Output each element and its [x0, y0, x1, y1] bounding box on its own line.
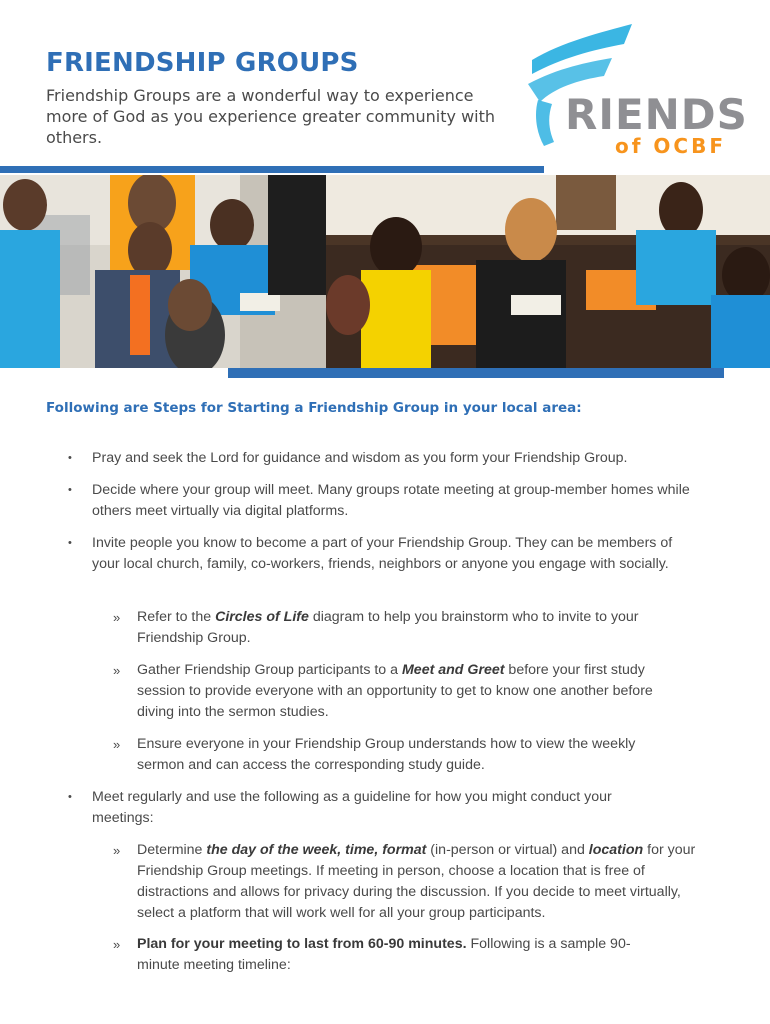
sub-text: Refer to the	[137, 609, 216, 625]
bottom-accent-bar	[228, 368, 724, 378]
sub-item-circles	[113, 607, 682, 649]
list-item	[68, 787, 672, 829]
sub-text: (in-person or virtual) and	[426, 842, 589, 858]
chevron-marker: »	[113, 663, 121, 678]
logo-flame-stem	[536, 100, 554, 146]
page-title: FRIENDSHIP GROUPS	[46, 48, 359, 78]
logo-subtitle: of OCBF	[615, 134, 726, 158]
bullet-marker: •	[68, 537, 72, 549]
sub-item-ensure	[113, 734, 682, 776]
sub-text: Following is a sample 90-minute meeting timeline:	[137, 936, 631, 973]
intro-paragraph: Friendship Groups are a wonderful way to experience more of God as you experience greater community with others.	[46, 86, 496, 147]
top-accent-bar	[0, 166, 544, 173]
sub-text: Determine	[137, 842, 207, 858]
step-decide: Decide where your group will meet. Many groups rotate meeting at group-member homes while others meet virtually via digital platforms.	[92, 482, 690, 519]
sub-text: diagram to help you brainstorm who to invite to your Friendship Group.	[137, 609, 639, 646]
sub-item-meet-greet	[113, 660, 692, 723]
chevron-marker: »	[113, 843, 121, 858]
bullet-marker: •	[68, 452, 72, 464]
list-item	[68, 533, 697, 575]
photo-mens-group	[0, 175, 326, 368]
sub-text: Ensure everyone in your Friendship Group understands how to view the weekly sermon and can access the corresponding study guide.	[137, 736, 636, 773]
plan-duration-emphasis: Plan for your meeting to last from 60-90 minutes.	[137, 936, 467, 952]
meet-and-greet-emphasis: Meet and Greet	[401, 662, 505, 678]
chevron-marker: »	[113, 737, 121, 752]
step-meet: Meet regularly and use the following as a guideline for how you might conduct your meetings:	[92, 789, 612, 826]
list-item	[68, 480, 692, 522]
logo-wordmark: RIENDS	[565, 90, 748, 139]
bullet-marker: •	[68, 791, 72, 803]
chevron-marker: »	[113, 610, 121, 625]
sub-item-determine	[113, 840, 702, 924]
day-time-format-emphasis: the day of the week, time, format	[206, 842, 427, 858]
sub-item-plan	[113, 934, 657, 976]
list-item	[68, 448, 712, 469]
location-emphasis: location	[588, 842, 644, 858]
step-invite: Invite people you know to become a part of your Friendship Group. They can be members of your local church, family, co-workers, friends, neighbors or anyone you engage with socially.	[92, 535, 673, 572]
chevron-marker: »	[113, 937, 121, 952]
step-pray: Pray and seek the Lord for guidance and wisdom as you form your Friendship Group.	[92, 450, 628, 466]
sub-text: Gather Friendship Group participants to a	[137, 662, 402, 678]
steps-heading: Following are Steps for Starting a Friendship Group in your local area:	[46, 400, 582, 416]
circles-of-life-emphasis: Circles of Life	[215, 609, 309, 625]
sub-text: for your Friendship Group meetings. If meeting in person, choose a location that is free of distractions and allows for privacy during the discussion. If you decide to meet virtually, select a platform that will work well for all your group participants.	[137, 842, 696, 921]
bullet-marker: •	[68, 484, 72, 496]
sub-text: before your first study session to provide everyone with an opportunity to get to know one another before diving into the sermon studies.	[137, 662, 653, 720]
photo-womens-group	[326, 175, 770, 368]
